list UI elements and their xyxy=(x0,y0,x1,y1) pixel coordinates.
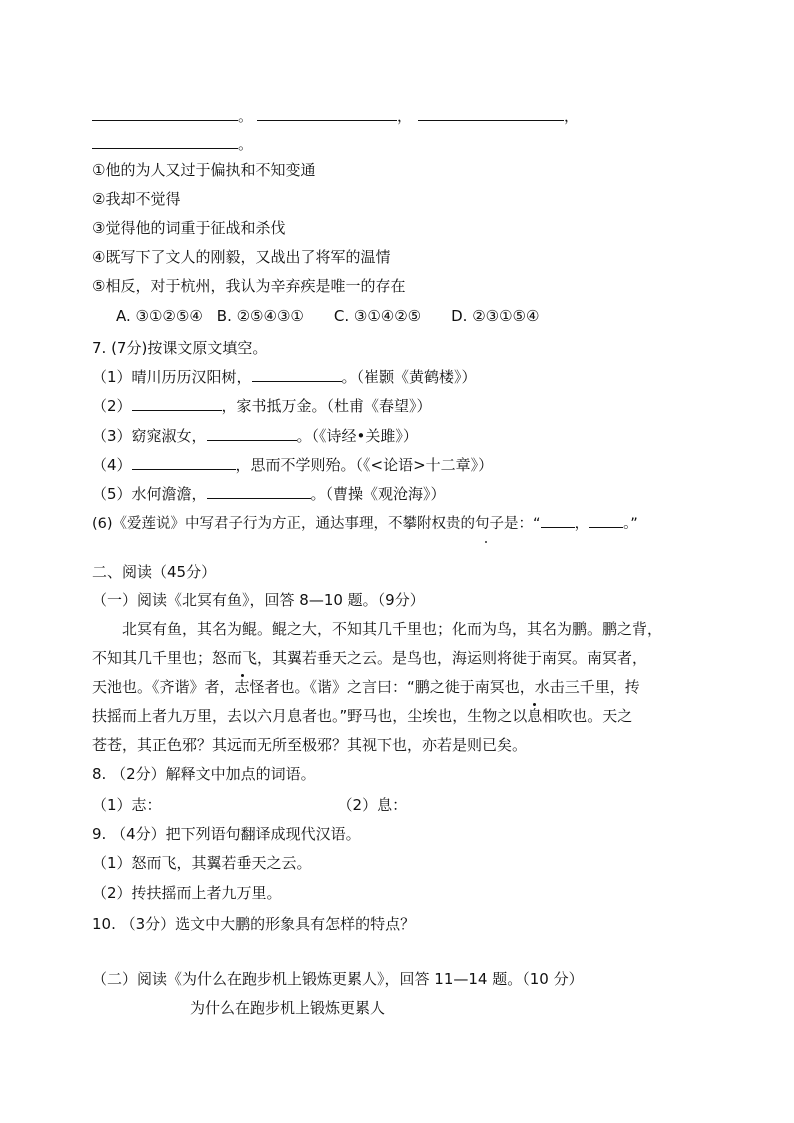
q6-item-2: ②我却不觉得 xyxy=(92,190,181,208)
q6-item-3: ③觉得他的词重于征战和杀伐 xyxy=(92,219,286,237)
q8-b[interactable]: （2）息： xyxy=(337,796,408,814)
punct: ， xyxy=(564,107,580,125)
q8-title: 8. （2分）解释文中加点的词语。 xyxy=(92,765,316,783)
answer-blank[interactable] xyxy=(257,106,397,121)
q10-title: 10. （3分）选文中大鹏的形象具有怎样的特点？ xyxy=(92,915,416,933)
answer-blank[interactable] xyxy=(92,106,238,121)
answer-blank[interactable] xyxy=(132,455,236,470)
dotted-char: 志 xyxy=(234,678,250,696)
q7-item-3: （3）窈窕淑女， 。（《诗经•关雎》） xyxy=(92,427,418,445)
q7-item-6: (6)《爱莲说》中写君子行为方正，通达事理，不攀附权贵的句子是：“ ， 。” xyxy=(92,513,638,534)
part2-heading: 为什么在跑步机上锻炼更累人 xyxy=(190,999,386,1017)
punct: 。 xyxy=(238,135,254,153)
passage-line-5: 苍苍，其正色邪？其远而无所至极邪？其视下也，亦若是则已矣。 xyxy=(92,736,528,754)
answer-blank[interactable] xyxy=(207,484,311,499)
answer-blank[interactable] xyxy=(252,367,342,382)
q7-title: 7. (7分)按课文原文填空。 xyxy=(92,339,268,357)
q9-a: （1）怒而飞，其翼若垂天之云。 xyxy=(92,854,312,872)
q6-item-4: ④既写下了文人的刚毅，又战出了将军的温情 xyxy=(92,248,391,266)
q6-options xyxy=(116,306,539,326)
passage-line-1: 北冥有鱼，其名为鲲。鲲之大，不知其几千里也；化而为鸟，其名为鹏。鹏之背， xyxy=(122,620,663,638)
punct: ， xyxy=(397,107,413,125)
option-c[interactable]: C. ③①④②⑤ xyxy=(333,307,422,325)
top-blank-row xyxy=(92,106,579,126)
q7-item-2: （2） ，家书抵万金。（杜甫《春望》） xyxy=(92,397,432,415)
answer-blank[interactable] xyxy=(589,513,623,528)
punct: 。 xyxy=(238,107,254,125)
section-title: 二、阅读（45分） xyxy=(92,563,217,581)
passage-line-4: 扶摇而上者九万里，去以六月息者也。”野马也，尘埃也，生物之以息相吹也。天之 xyxy=(92,707,633,725)
answer-blank[interactable] xyxy=(132,396,222,411)
q9-b: （2）抟扶摇而上者九万里。 xyxy=(92,884,282,902)
answer-blank[interactable] xyxy=(207,426,297,441)
answer-blank[interactable] xyxy=(92,134,238,149)
answer-blank[interactable] xyxy=(418,106,564,121)
q8-a[interactable]: （1）志： xyxy=(92,796,162,814)
dotted-char: 息 xyxy=(527,707,543,725)
q7-item-4: （4） ，思而不学则殆。（《<论语>十二章》） xyxy=(92,456,494,474)
passage-line-2: 不知其几千里也；怒而飞，其翼若垂天之云。是鸟也，海运则将徙于南冥。南冥者， xyxy=(92,649,648,667)
option-b[interactable]: B. ②⑤④③① xyxy=(216,307,304,325)
option-d[interactable]: D. ②③①⑤④ xyxy=(451,307,540,325)
part1-title: （一）阅读《北冥有鱼》，回答 8—10 题。（9分） xyxy=(92,591,425,609)
q6-item-5: ⑤相反，对于杭州，我认为辛弃疾是唯一的存在 xyxy=(92,277,406,295)
q6-item-1: ①他的为人又过于偏执和不知变通 xyxy=(92,161,316,179)
option-a[interactable]: A. ③①②⑤④ xyxy=(116,307,203,325)
q7-item-1: （1）晴川历历汉阳树， 。（崔颢《黄鹤楼》） xyxy=(92,368,477,386)
top-blank-row-2 xyxy=(92,134,253,154)
q9-title: 9. （4分）把下列语句翻译成现代汉语。 xyxy=(92,825,361,843)
passage-line-3: 天池也。《齐谐》者，志怪者也。《谐》之言曰：“鹏之徙于南冥也，水击三千里，抟 xyxy=(92,678,640,696)
q8-answers xyxy=(92,795,407,815)
answer-blank[interactable] xyxy=(541,513,575,528)
q7-item-5: （5）水何澹澹， 。（曹操《观沧海》） xyxy=(92,485,446,503)
stray-mark xyxy=(485,541,487,543)
part2-title: （二）阅读《为什么在跑步机上锻炼更累人》，回答 11—14 题。（10 分） xyxy=(92,970,584,988)
